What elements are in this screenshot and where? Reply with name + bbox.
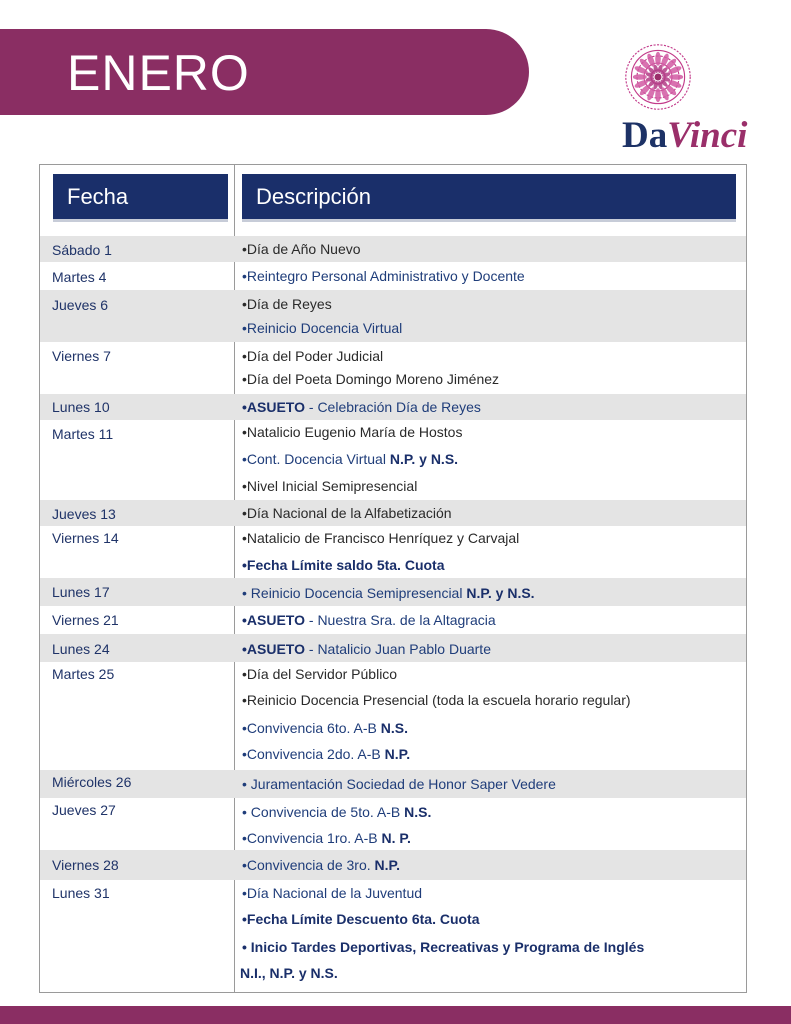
description-text: •Día Nacional de la Juventud [242,885,423,901]
description-emphasis: • Inicio Tardes Deportivas, Recreativas y Programa de Inglés [242,939,645,955]
description-text: •Convivencia 2do. A-B [242,746,385,762]
row-description-line [242,529,519,547]
description-emphasis: N.S. [380,720,408,736]
row-description-line [242,640,491,658]
description-emphasis: N.S. [404,804,432,820]
row-date: Lunes 10 [52,399,110,415]
row-description-line [242,240,361,258]
description-text: - Nuestra Sra. de la Altagracia [305,612,496,628]
mandala-icon [623,42,693,112]
table-row [40,880,746,990]
row-description-line [242,910,480,928]
page-title: ENERO [67,45,250,101]
row-description-line [242,295,332,313]
description-text: •Día del Poder Judicial [242,348,384,364]
description-text: •Día del Poeta Domingo Moreno Jiménez [242,371,500,387]
table-row [40,634,746,662]
row-description-line [242,347,383,365]
row-description-line [242,370,499,388]
row-date: Jueves 13 [52,506,116,522]
table-row [40,290,746,342]
row-description-line [242,398,481,416]
row-date: Viernes 21 [52,612,119,628]
table-row [40,526,746,578]
description-text: • Convivencia de 5to. A-B [242,804,405,820]
row-date: Viernes 28 [52,857,119,873]
header-fecha: Fecha [53,174,228,222]
description-emphasis: •Fecha Límite Descuento 6ta. Cuota [242,911,480,927]
row-description-line [242,611,496,629]
description-emphasis: N.P. [384,746,411,762]
row-description-line [242,884,422,902]
description-text: •Día de Año Nuevo [242,241,361,257]
row-date: Jueves 6 [52,297,109,313]
table-row [40,236,746,262]
row-description-line [242,450,458,468]
row-date: Martes 4 [52,269,107,285]
description-text: - Celebración Día de Reyes [305,399,481,415]
table-row [40,500,746,526]
description-emphasis: N.P. [374,857,400,873]
description-emphasis: N.P. y N.S. [389,451,459,467]
header-descripcion: Descripción [242,174,736,222]
description-text: •Convivencia de 3ro. [242,857,375,873]
description-emphasis: •ASUETO [242,399,305,415]
description-text: •Día del Servidor Público [242,666,398,682]
row-date: Jueves 27 [52,802,116,818]
row-description-line [242,938,644,956]
row-description-line [242,423,462,441]
table-row [40,662,746,770]
row-description-line [242,504,452,522]
row-date: Martes 25 [52,666,115,682]
description-text: •Reinicio Docencia Presencial (toda la escuela horario regular) [242,692,631,708]
description-emphasis: •ASUETO [242,612,305,628]
row-description-line [242,267,525,285]
table-row [40,420,746,500]
table-row [40,342,746,394]
row-description-line [242,719,408,737]
row-date: Miércoles 26 [52,774,132,790]
description-text: •Día de Reyes [242,296,332,312]
row-date: Viernes 14 [52,530,119,546]
row-description-line [242,803,431,821]
description-emphasis: •Fecha Límite saldo 5ta. Cuota [242,557,445,573]
logo-vinci: Vinci [667,115,748,156]
row-description-line [242,584,535,602]
table-row [40,394,746,420]
footer-bar [0,1006,791,1024]
logo-wordmark [622,114,747,158]
row-description-line [242,775,556,793]
description-text: - Natalicio Juan Pablo Duarte [305,641,491,657]
description-text: •Convivencia 1ro. A-B [242,830,382,846]
description-text: •Natalicio Eugenio María de Hostos [242,424,463,440]
description-text: •Reinicio Docencia Virtual [242,320,403,336]
logo-da: Da [622,115,668,156]
row-description-line [242,745,410,763]
row-description-line [242,665,397,683]
table-row [40,770,746,798]
description-text: • Reinicio Docencia Semipresencial [242,585,467,601]
description-text: •Cont. Docencia Virtual [242,451,390,467]
row-date: Lunes 31 [52,885,110,901]
description-text: •Día Nacional de la Alfabetización [242,505,452,521]
row-date: Sábado 1 [52,242,112,258]
row-date: Martes 11 [52,426,114,442]
table-row [40,850,746,880]
table-row [40,606,746,634]
description-emphasis: •ASUETO [242,641,305,657]
description-text: •Reintegro Personal Administrativo y Docente [242,268,525,284]
table-row [40,578,746,606]
description-emphasis: N.I., N.P. y N.S. [240,965,338,981]
description-text: •Nivel Inicial Semipresencial [242,478,418,494]
description-emphasis: N. P. [381,830,411,846]
row-date: Viernes 7 [52,348,111,364]
row-date: Lunes 24 [52,641,110,657]
description-emphasis: N.P. y N.S. [466,585,535,601]
description-text: •Convivencia 6to. A-B [242,720,381,736]
table-row [40,262,746,290]
row-description-line [242,319,402,337]
row-description-line [240,964,338,982]
davinci-logo [618,42,760,162]
description-text: • Juramentación Sociedad de Honor Saper Vedere [242,776,556,792]
row-description-line [242,829,411,847]
row-description-line [242,856,400,874]
row-description-line [242,691,631,709]
table-row [40,798,746,850]
row-description-line [242,556,445,574]
description-text: •Natalicio de Francisco Henríquez y Carvajal [242,530,520,546]
row-description-line [242,477,417,495]
row-date: Lunes 17 [52,584,110,600]
